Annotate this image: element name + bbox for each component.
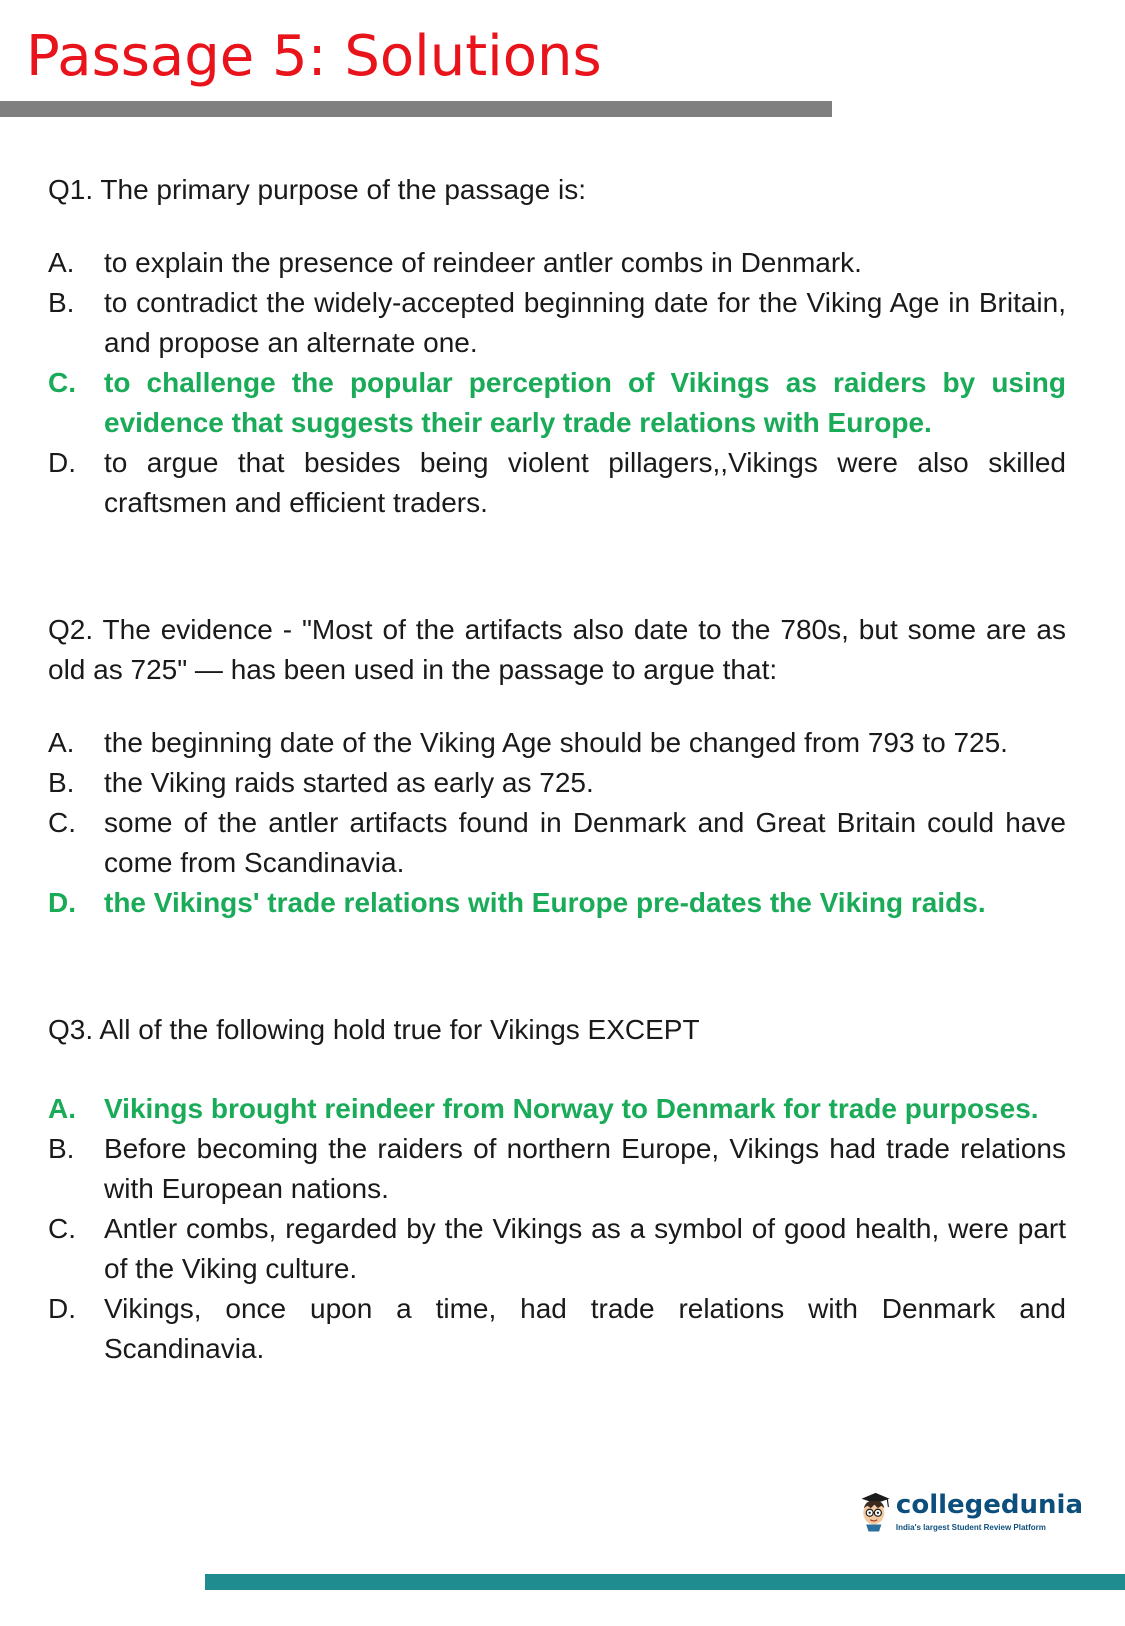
mascot-icon — [858, 1476, 892, 1546]
logo-tagline: India's largest Student Review Platform — [895, 1522, 1046, 1532]
question-3-options — [48, 1089, 1066, 1369]
q2-option-d-correct: D. the Vikings' trade relations with Europe pre-dates the Viking raids. — [48, 887, 986, 918]
question-2: Q2. The evidence - "Most of the artifacts also date to the 780s, but some are as old as 725" — has been used in the passage to argue that: — [48, 614, 1066, 685]
q3-option-d: D. Vikings, once upon a time, had trade relations with Denmark and Scandinavia. — [48, 1293, 1066, 1364]
q2-option-c: C. some of the antler artifacts found in Denmark and Great Britain could have come from Scandinavia. — [48, 807, 1066, 878]
collegedunia-logo[interactable] — [858, 1476, 1083, 1546]
q2-option-a: A. the beginning date of the Viking Age should be changed from 793 to 725. — [48, 727, 1008, 758]
question-1: Q1. The primary purpose of the passage is: — [48, 174, 586, 205]
q1-option-c-correct: C. to challenge the popular perception of Vikings as raiders by using evidence that suggests their early trade relations with Europe. — [48, 367, 1066, 438]
page-title: Passage 5: Solutions — [26, 24, 602, 89]
logo-text — [896, 1491, 1083, 1532]
q3-option-b: B. Before becoming the raiders of northern Europe, Vikings had trade relations with European nations. — [48, 1133, 1066, 1204]
question-3: Q3. All of the following hold true for Vikings EXCEPT — [48, 1014, 700, 1045]
logo-name: collegedunia — [895, 1489, 1083, 1520]
q1-option-a: A. to explain the presence of reindeer antler combs in Denmark. — [48, 247, 862, 278]
q1-option-d: D. to argue that besides being violent pillagers,,Vikings were also skilled craftsmen and efficient traders. — [48, 447, 1066, 518]
question-1-options — [48, 243, 1066, 523]
q2-option-b: B. the Viking raids started as early as 725. — [48, 767, 594, 798]
q3-option-c: C. Antler combs, regarded by the Vikings as a symbol of good health, were part of the Viking culture. — [48, 1213, 1066, 1284]
question-2-options — [48, 723, 1066, 923]
footer-bar — [205, 1574, 1125, 1590]
q1-option-b: B. to contradict the widely-accepted beginning date for the Viking Age in Britain, and propose an alternate one. — [48, 287, 1066, 358]
q3-option-a-correct: A. Vikings brought reindeer from Norway to Denmark for trade purposes. — [48, 1093, 1039, 1124]
title-underline-bar — [0, 101, 832, 117]
